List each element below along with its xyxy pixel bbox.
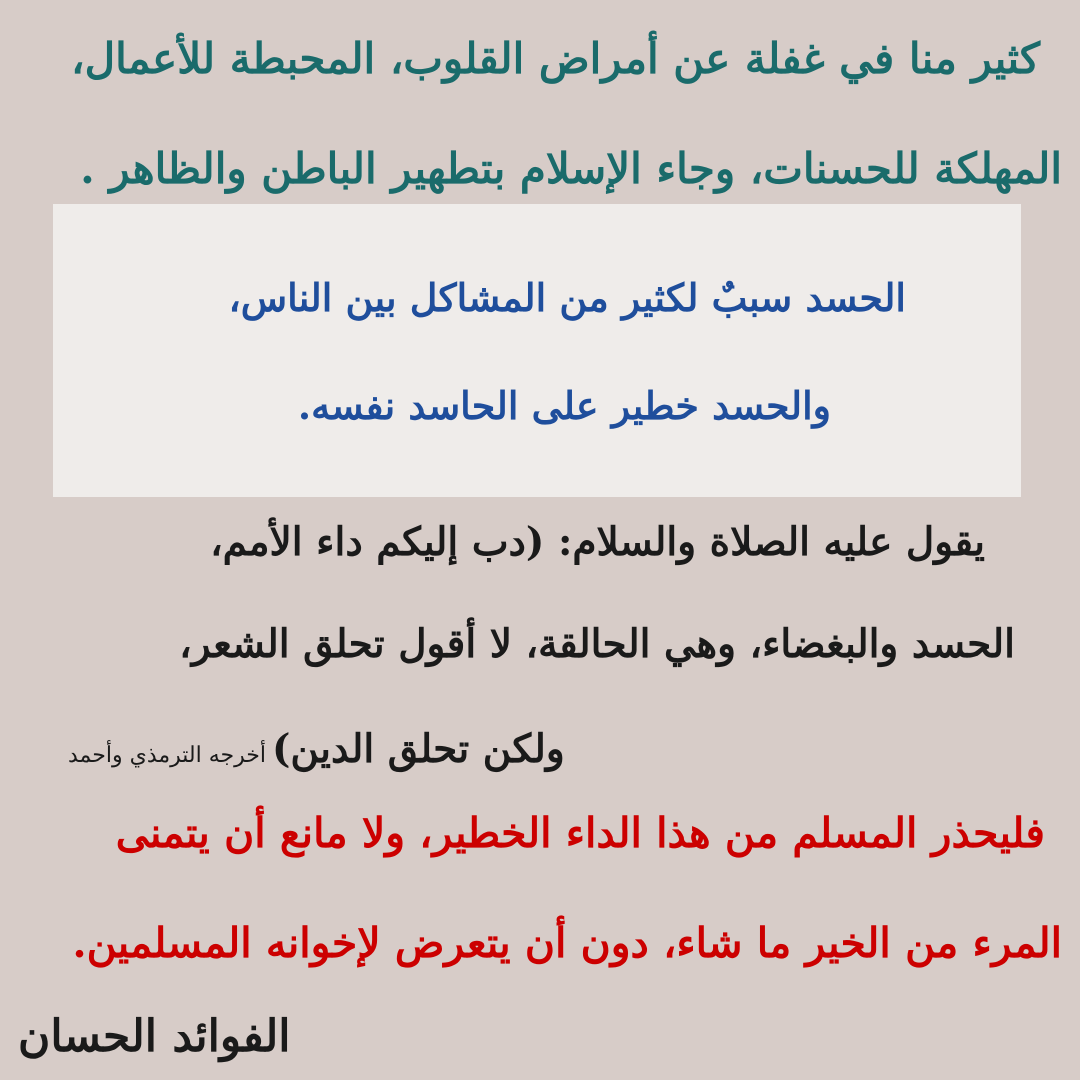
quote-box	[53, 204, 1021, 497]
quote-box-line-2: والحسد خطير على الحاسد نفسه.	[297, 383, 831, 428]
hadith-line-3-text: ولكن تحلق الدين)	[271, 726, 565, 772]
hadith-line-2: الحسد والبغضاء، وهي الحالقة، لا أقول تحلق الشعر،	[179, 621, 1015, 667]
signature: الفوائد الحسان	[18, 1011, 291, 1062]
hadith-line-3	[68, 726, 565, 772]
hadith-source: أخرجه الترمذي وأحمد	[68, 743, 266, 768]
quote-box-line-1: الحسد سببٌ لكثير من المشاكل بين الناس،	[228, 275, 906, 320]
warning-line-2: المرء من الخير ما شاء، دون أن يتعرض لإخوانه المسلمين.	[72, 919, 1062, 967]
warning-line-1: فليحذر المسلم من هذا الداء الخطير، ولا مانع أن يتمنى	[115, 809, 1045, 857]
intro-line-2: المهلكة للحسنات، وجاء الإسلام بتطهير الباطن والظاهر .	[80, 144, 1062, 193]
intro-line-1: كثير منا في غفلة عن أمراض القلوب، المحبطة للأعمال،	[71, 34, 1040, 83]
hadith-line-1: يقول عليه الصلاة والسلام: (دب إليكم داء الأمم،	[210, 519, 985, 565]
